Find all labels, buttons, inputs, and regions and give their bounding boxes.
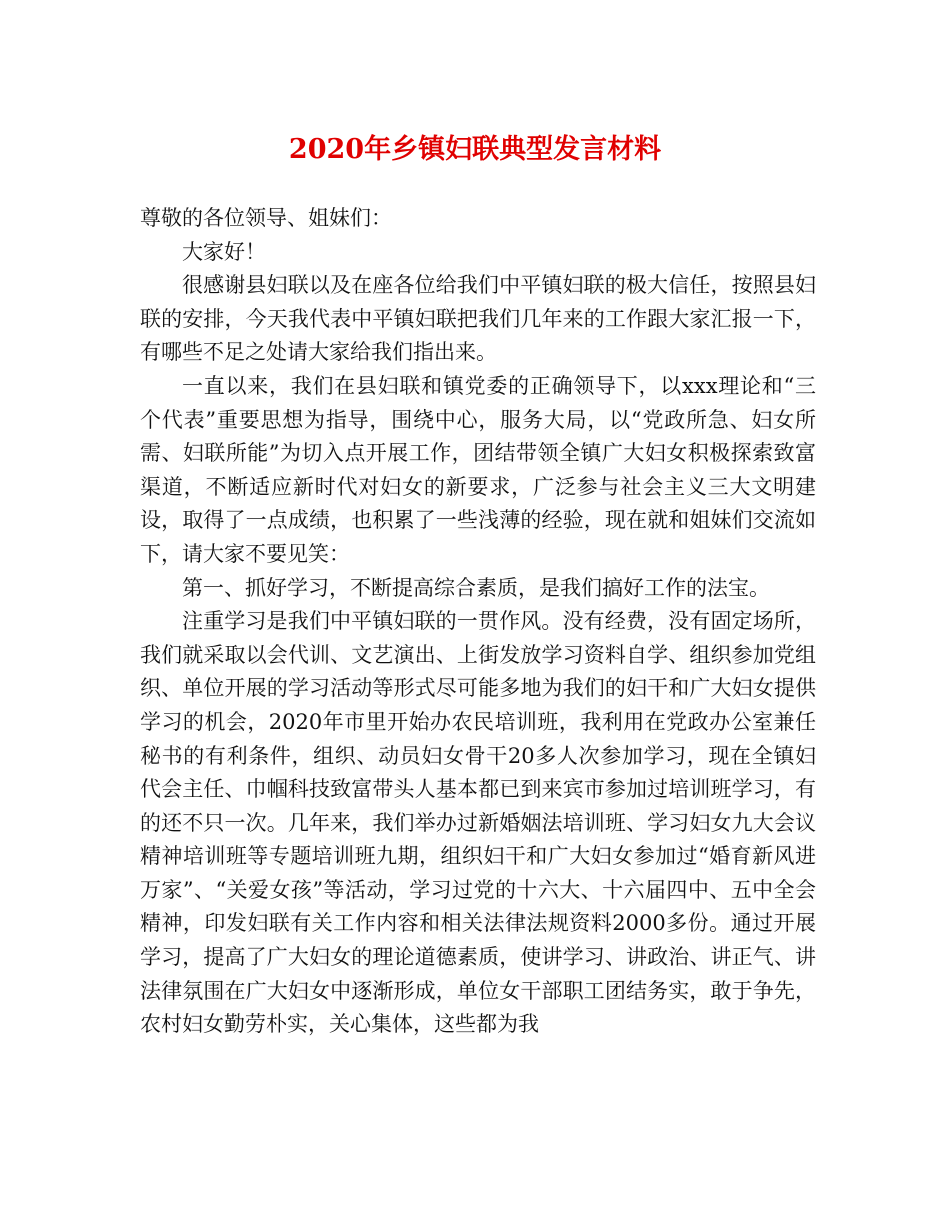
document-title: 2020年乡镇妇联典型发言材料 — [288, 134, 662, 165]
overview-paragraph: 一直以来，我们在县妇联和镇党委的正确领导下，以xxx理论和“三个代表”重要思想为指导，围绕中心，服务大局，以“党政所急、妇女所需、妇联所能”为切入点开展工作，团结带领全镇广大妇女积极探索致富渠道，不断适应新时代对妇女的新要求，广泛参与社会主义三大文明建设，取得了一点成绩，也积累了一些浅薄的经验，现在就和姐妹们交流如下，请大家不要见笑： — [140, 373, 816, 566]
greeting-paragraph: 大家好！ — [182, 239, 266, 264]
thanks-paragraph: 很感谢县妇联以及在座各位给我们中平镇妇联的极大信任，按照县妇联的安排，今天我代表中平镇妇联把我们几年来的工作跟大家汇报一下，有哪些不足之处请大家给我们指出来。 — [140, 273, 816, 365]
salutation-paragraph: 尊敬的各位领导、姐妹们： — [140, 206, 392, 230]
document-body — [140, 202, 816, 1042]
section-heading-paragraph: 第一、抓好学习，不断提高综合素质，是我们搞好工作的法宝。 — [182, 575, 770, 600]
study-paragraph: 注重学习是我们中平镇妇联的一贯作风。没有经费，没有固定场所，我们就采取以会代训、文艺演出、上街发放学习资料自学、组织参加党组织、单位开展的学习活动等形式尽可能多地为我们的妇干和广大妇女提供学习的机会，2020年市里开始办农民培训班，我利用在党政办公室兼任秘书的有利条件，组织、动员妇女骨干20多人次参加学习，现在全镇妇代会主任、巾帼科技致富带头人基本都已到来宾市参加过培训班学习，有的还不只一次。几年来，我们举办过新婚姻法培训班、学习妇女九大会议精神培训班等专题培训班九期，组织妇干和广大妇女参加过“婚育新风进万家”、“关爱女孩”等活动，学习过党的十六大、十六届四中、五中全会精神，印发妇联有关工作内容和相关法律法规资料2000多份。通过开展学习，提高了广大妇女的理论道德素质，使讲学习、讲政治、讲正气、讲法律氛围在广大妇女中逐渐形成，单位女干部职工团结务实，敢于争先，农村妇女勤劳朴实，关心集体，这些都为我 — [140, 609, 816, 1037]
